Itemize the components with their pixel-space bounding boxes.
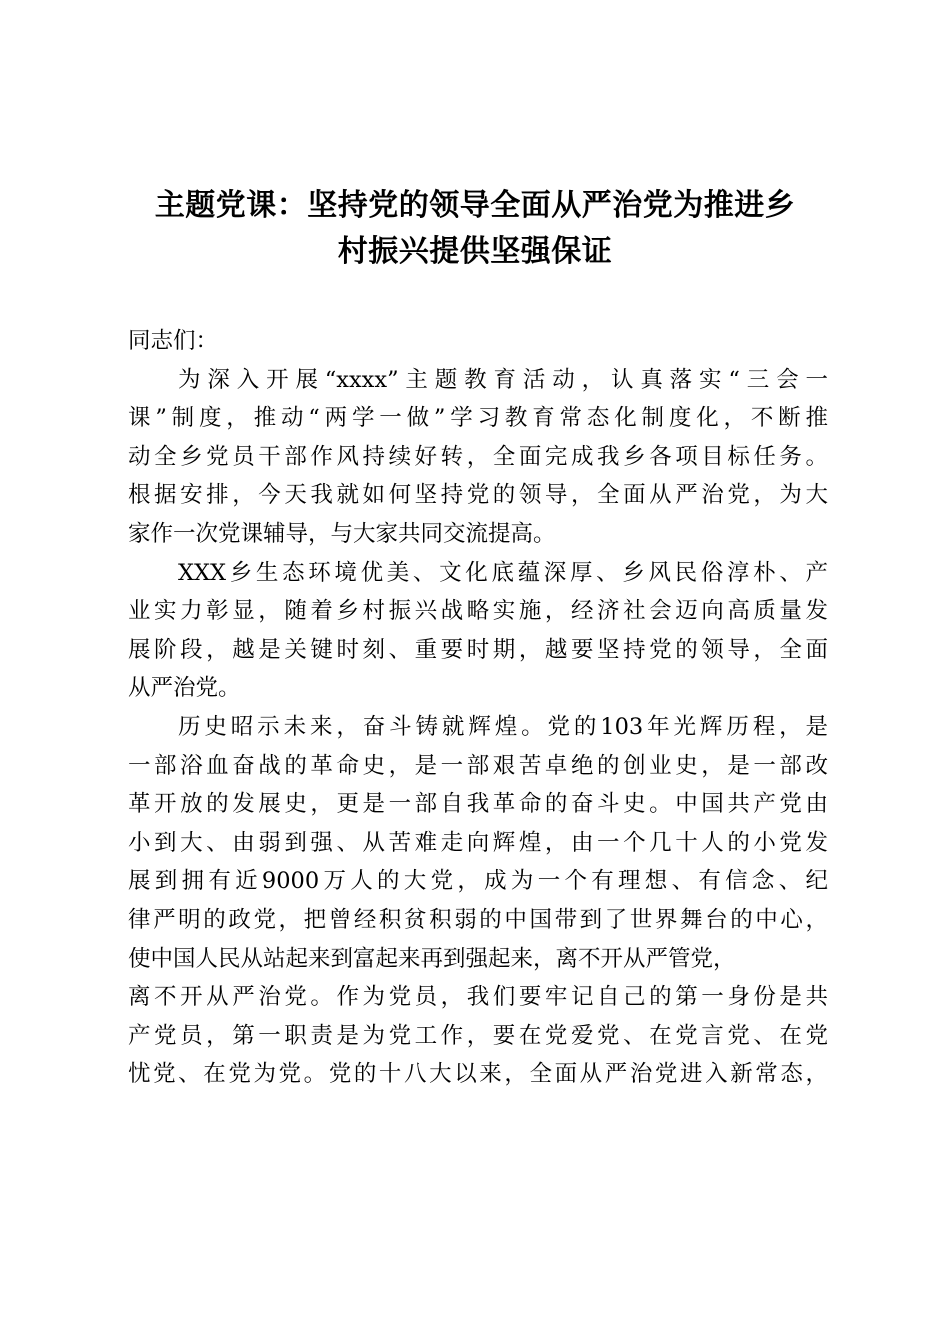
document-title: [0, 183, 950, 275]
paragraph-line: 历史昭示未来，奋斗铸就辉煌。党的103年光辉历程，是: [178, 713, 828, 740]
paragraph-line: 离不开从严治党。作为党员，我们要牢记自己的第一身份是共: [128, 984, 828, 1011]
paragraph-line: 忧党、在党为党。党的十八大以来，全面从严治党进入新常态，: [128, 1061, 828, 1088]
paragraph-line: XXX乡生态环境优美、文化底蕴深厚、乡风民俗淳朴、产: [178, 559, 828, 586]
paragraph-line: 律严明的政党，把曾经积贫积弱的中国带到了世界舞台的中心，: [128, 906, 828, 933]
paragraph-line: 业实力彰显，随着乡村振兴战略实施，经济社会迈向高质量发: [128, 598, 828, 625]
paragraph-line: 从严治党。: [128, 675, 241, 702]
paragraph-line: 为深入开展“xxxx”主题教育活动，认真落实“三会一: [178, 366, 828, 393]
title-line-2: 村振兴提供坚强保证: [337, 234, 613, 269]
salutation: 同志们：: [128, 328, 219, 354]
paragraph-line: 课”制度，推动“两学一做”学习教育常态化制度化，不断推: [128, 405, 828, 432]
paragraph-1: [128, 361, 828, 554]
paragraph-line: 展到拥有近9000万人的大党，成为一个有理想、有信念、纪: [128, 868, 828, 895]
paragraph-line: 动全乡党员干部作风持续好转，全面完成我乡各项目标任务。: [128, 443, 828, 470]
title-line-1: 主题党课：坚持党的领导全面从严治党为推进乡: [154, 188, 796, 223]
paragraph-line: 革开放的发展史，更是一部自我革命的奋斗史。中国共产党由: [128, 791, 828, 818]
paragraph-line: 产党员，第一职责是为党工作，要在党爱党、在党言党、在党: [128, 1022, 828, 1049]
paragraph-line: 根据安排，今天我就如何坚持党的领导，全面从严治党，为大: [128, 482, 828, 509]
paragraph-line: 小到大、由弱到强、从苦难走向辉煌，由一个几十人的小党发: [128, 829, 828, 856]
paragraph-line: 一部浴血奋战的革命史，是一部艰苦卓绝的创业史，是一部改: [128, 752, 828, 779]
paragraph-3: [128, 708, 828, 1094]
paragraph-2: [128, 554, 828, 708]
paragraph-line: 使中国人民从站起来到富起来再到强起来，离不开从严管党，: [128, 945, 736, 972]
document-body: [128, 322, 828, 1094]
paragraph-line: 家作一次党课辅导，与大家共同交流提高。: [128, 520, 556, 547]
paragraph-line: 展阶段，越是关键时刻、重要时期，越要坚持党的领导，全面: [128, 636, 828, 663]
